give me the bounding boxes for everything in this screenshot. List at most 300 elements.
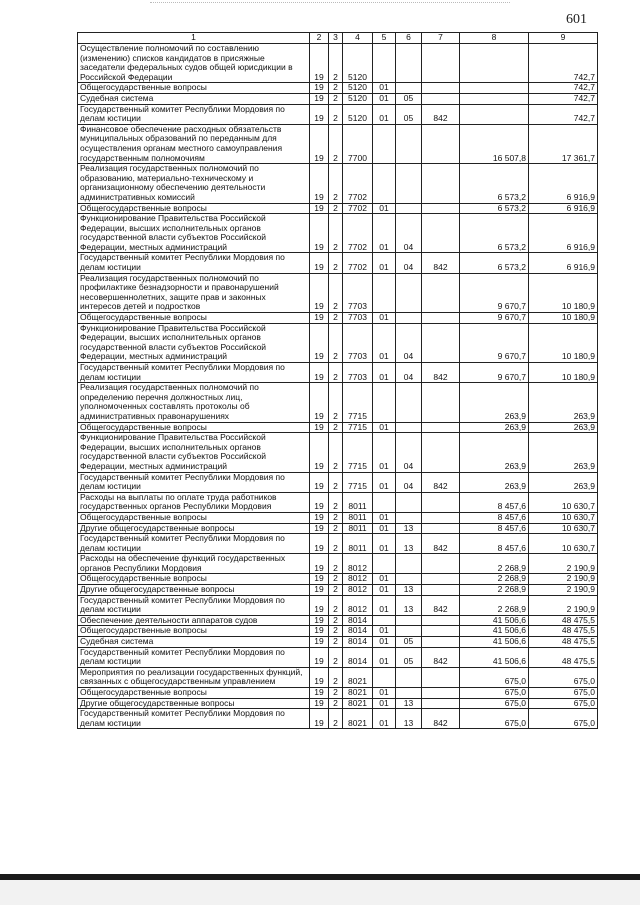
table-row bbox=[78, 203, 598, 214]
row-code-4-cell: 7703 bbox=[343, 313, 373, 324]
row-code-7-cell bbox=[422, 512, 460, 523]
row-name-cell: Судебная система bbox=[78, 637, 310, 648]
row-name-cell: Общегосударственные вопросы bbox=[78, 512, 310, 523]
row-code-3-cell: 2 bbox=[329, 124, 343, 163]
row-code-3-cell: 2 bbox=[329, 44, 343, 83]
row-code-5-cell: 01 bbox=[373, 534, 396, 554]
row-amount-8-cell: 41 506,6 bbox=[460, 626, 529, 637]
row-code-3-cell: 2 bbox=[329, 595, 343, 615]
row-code-6-cell: 04 bbox=[396, 323, 422, 362]
row-name-cell: Государственный комитет Республики Мордовия по делам юстиции bbox=[78, 104, 310, 124]
table-row bbox=[78, 698, 598, 709]
row-amount-9-cell: 2 190,9 bbox=[529, 574, 598, 585]
row-amount-8-cell: 2 268,9 bbox=[460, 574, 529, 585]
row-code-3-cell: 2 bbox=[329, 637, 343, 648]
table-row bbox=[78, 667, 598, 687]
row-code-2-cell: 19 bbox=[310, 83, 329, 94]
row-amount-8-cell: 263,9 bbox=[460, 422, 529, 433]
row-name-cell: Государственный комитет Республики Мордовия по делам юстиции bbox=[78, 595, 310, 615]
row-code-4-cell: 8014 bbox=[343, 637, 373, 648]
row-code-3-cell: 2 bbox=[329, 273, 343, 312]
row-code-3-cell: 2 bbox=[329, 615, 343, 626]
row-amount-8-cell: 6 573,2 bbox=[460, 203, 529, 214]
row-code-2-cell: 19 bbox=[310, 104, 329, 124]
row-amount-8-cell: 2 268,9 bbox=[460, 595, 529, 615]
row-amount-9-cell: 10 630,7 bbox=[529, 492, 598, 512]
row-code-3-cell: 2 bbox=[329, 585, 343, 596]
table-row bbox=[78, 688, 598, 699]
row-amount-9-cell: 742,7 bbox=[529, 44, 598, 83]
row-amount-9-cell: 742,7 bbox=[529, 104, 598, 124]
row-amount-9-cell: 48 475,5 bbox=[529, 647, 598, 667]
row-code-6-cell bbox=[396, 574, 422, 585]
scan-edge-shade bbox=[0, 880, 640, 905]
row-code-3-cell: 2 bbox=[329, 647, 343, 667]
row-code-3-cell: 2 bbox=[329, 104, 343, 124]
row-name-cell: Мероприятия по реализации государственных функций, связанных с общегосударственным управлением bbox=[78, 667, 310, 687]
row-amount-9-cell: 742,7 bbox=[529, 83, 598, 94]
row-name-cell: Общегосударственные вопросы bbox=[78, 422, 310, 433]
row-code-7-cell bbox=[422, 688, 460, 699]
row-code-4-cell: 7715 bbox=[343, 472, 373, 492]
row-name-cell: Государственный комитет Республики Мордовия по делам юстиции bbox=[78, 647, 310, 667]
row-name-cell: Государственный комитет Республики Мордовия по делам юстиции bbox=[78, 534, 310, 554]
row-code-7-cell: 842 bbox=[422, 253, 460, 273]
row-code-5-cell: 01 bbox=[373, 323, 396, 362]
row-code-3-cell: 2 bbox=[329, 667, 343, 687]
row-code-2-cell: 19 bbox=[310, 523, 329, 534]
table-row bbox=[78, 313, 598, 324]
row-code-4-cell: 7715 bbox=[343, 383, 373, 422]
row-code-5-cell: 01 bbox=[373, 688, 396, 699]
table-row bbox=[78, 164, 598, 203]
row-code-7-cell bbox=[422, 585, 460, 596]
row-amount-9-cell: 263,9 bbox=[529, 433, 598, 472]
row-code-2-cell: 19 bbox=[310, 93, 329, 104]
row-amount-8-cell: 675,0 bbox=[460, 698, 529, 709]
row-amount-8-cell: 2 268,9 bbox=[460, 585, 529, 596]
row-code-3-cell: 2 bbox=[329, 93, 343, 104]
row-code-4-cell: 8011 bbox=[343, 492, 373, 512]
row-amount-9-cell: 48 475,5 bbox=[529, 626, 598, 637]
row-code-6-cell: 13 bbox=[396, 534, 422, 554]
row-amount-9-cell: 10 630,7 bbox=[529, 534, 598, 554]
row-code-5-cell: 01 bbox=[373, 203, 396, 214]
row-code-2-cell: 19 bbox=[310, 124, 329, 163]
row-name-cell: Общегосударственные вопросы bbox=[78, 313, 310, 324]
row-code-4-cell: 8014 bbox=[343, 647, 373, 667]
row-amount-8-cell: 41 506,6 bbox=[460, 615, 529, 626]
row-code-5-cell: 01 bbox=[373, 626, 396, 637]
row-amount-9-cell: 10 180,9 bbox=[529, 273, 598, 312]
row-code-4-cell: 8012 bbox=[343, 554, 373, 574]
row-code-5-cell bbox=[373, 273, 396, 312]
row-code-4-cell: 7715 bbox=[343, 422, 373, 433]
row-amount-8-cell: 2 268,9 bbox=[460, 554, 529, 574]
row-code-2-cell: 19 bbox=[310, 647, 329, 667]
row-code-2-cell: 19 bbox=[310, 273, 329, 312]
row-code-5-cell bbox=[373, 615, 396, 626]
row-code-3-cell: 2 bbox=[329, 422, 343, 433]
row-amount-9-cell: 6 916,9 bbox=[529, 164, 598, 203]
row-amount-9-cell: 675,0 bbox=[529, 698, 598, 709]
row-code-6-cell: 04 bbox=[396, 433, 422, 472]
row-code-3-cell: 2 bbox=[329, 383, 343, 422]
row-amount-9-cell: 2 190,9 bbox=[529, 585, 598, 596]
row-name-cell: Финансовое обеспечение расходных обязательств муниципальных образований по переданным для осуществления органам местного самоуправления государственным полномочиям bbox=[78, 124, 310, 163]
row-code-2-cell: 19 bbox=[310, 164, 329, 203]
row-name-cell: Обеспечение деятельности аппаратов судов bbox=[78, 615, 310, 626]
row-code-3-cell: 2 bbox=[329, 698, 343, 709]
row-code-2-cell: 19 bbox=[310, 214, 329, 253]
row-code-4-cell: 7703 bbox=[343, 273, 373, 312]
row-amount-9-cell: 263,9 bbox=[529, 472, 598, 492]
row-code-7-cell bbox=[422, 214, 460, 253]
row-name-cell: Общегосударственные вопросы bbox=[78, 574, 310, 585]
row-amount-9-cell: 742,7 bbox=[529, 93, 598, 104]
row-code-4-cell: 8011 bbox=[343, 534, 373, 554]
row-amount-8-cell: 675,0 bbox=[460, 667, 529, 687]
row-code-5-cell: 01 bbox=[373, 363, 396, 383]
row-code-6-cell bbox=[396, 688, 422, 699]
row-name-cell: Общегосударственные вопросы bbox=[78, 203, 310, 214]
row-name-cell: Судебная система bbox=[78, 93, 310, 104]
row-amount-9-cell: 10 180,9 bbox=[529, 363, 598, 383]
row-code-5-cell: 01 bbox=[373, 433, 396, 472]
row-code-6-cell: 05 bbox=[396, 637, 422, 648]
row-amount-9-cell: 2 190,9 bbox=[529, 554, 598, 574]
row-code-6-cell bbox=[396, 512, 422, 523]
row-amount-9-cell: 263,9 bbox=[529, 383, 598, 422]
row-amount-8-cell: 675,0 bbox=[460, 688, 529, 699]
table-row bbox=[78, 273, 598, 312]
table-row bbox=[78, 574, 598, 585]
table-row bbox=[78, 709, 598, 729]
row-code-4-cell: 8012 bbox=[343, 585, 373, 596]
row-code-3-cell: 2 bbox=[329, 253, 343, 273]
row-code-6-cell: 05 bbox=[396, 93, 422, 104]
table-row bbox=[78, 422, 598, 433]
row-code-4-cell: 7703 bbox=[343, 363, 373, 383]
row-name-cell: Другие общегосударственные вопросы bbox=[78, 523, 310, 534]
row-amount-8-cell: 8 457,6 bbox=[460, 512, 529, 523]
col-header-3: 3 bbox=[329, 33, 343, 44]
row-code-2-cell: 19 bbox=[310, 422, 329, 433]
row-code-6-cell: 13 bbox=[396, 595, 422, 615]
row-code-7-cell bbox=[422, 492, 460, 512]
row-code-5-cell: 01 bbox=[373, 472, 396, 492]
row-code-4-cell: 5120 bbox=[343, 104, 373, 124]
table-row bbox=[78, 492, 598, 512]
row-amount-8-cell: 263,9 bbox=[460, 433, 529, 472]
row-code-6-cell: 04 bbox=[396, 472, 422, 492]
row-code-2-cell: 19 bbox=[310, 574, 329, 585]
row-code-2-cell: 19 bbox=[310, 363, 329, 383]
row-code-5-cell: 01 bbox=[373, 595, 396, 615]
row-amount-9-cell: 6 916,9 bbox=[529, 203, 598, 214]
row-amount-8-cell: 16 507,8 bbox=[460, 124, 529, 163]
row-code-4-cell: 7702 bbox=[343, 214, 373, 253]
row-name-cell: Расходы на обеспечение функций государственных органов Республики Мордовия bbox=[78, 554, 310, 574]
row-code-3-cell: 2 bbox=[329, 83, 343, 94]
row-code-7-cell bbox=[422, 422, 460, 433]
row-code-7-cell bbox=[422, 323, 460, 362]
row-code-5-cell: 01 bbox=[373, 214, 396, 253]
row-code-4-cell: 8021 bbox=[343, 698, 373, 709]
table-row bbox=[78, 472, 598, 492]
row-code-3-cell: 2 bbox=[329, 492, 343, 512]
table-row bbox=[78, 363, 598, 383]
row-code-2-cell: 19 bbox=[310, 637, 329, 648]
row-code-2-cell: 19 bbox=[310, 253, 329, 273]
table-row bbox=[78, 93, 598, 104]
row-code-5-cell bbox=[373, 124, 396, 163]
row-code-6-cell: 13 bbox=[396, 698, 422, 709]
table-body bbox=[78, 44, 598, 729]
row-code-5-cell: 01 bbox=[373, 253, 396, 273]
row-code-6-cell: 13 bbox=[396, 709, 422, 729]
row-code-4-cell: 8012 bbox=[343, 595, 373, 615]
row-code-7-cell bbox=[422, 203, 460, 214]
row-code-3-cell: 2 bbox=[329, 554, 343, 574]
row-code-7-cell: 842 bbox=[422, 709, 460, 729]
row-code-5-cell: 01 bbox=[373, 83, 396, 94]
table-row bbox=[78, 214, 598, 253]
row-amount-9-cell: 675,0 bbox=[529, 709, 598, 729]
row-code-2-cell: 19 bbox=[310, 667, 329, 687]
row-code-5-cell bbox=[373, 492, 396, 512]
row-code-7-cell bbox=[422, 615, 460, 626]
col-header-1: 1 bbox=[78, 33, 310, 44]
table-row bbox=[78, 615, 598, 626]
row-code-5-cell bbox=[373, 383, 396, 422]
row-amount-8-cell: 8 457,6 bbox=[460, 523, 529, 534]
row-code-7-cell bbox=[422, 124, 460, 163]
table-row bbox=[78, 637, 598, 648]
row-code-3-cell: 2 bbox=[329, 534, 343, 554]
row-code-7-cell bbox=[422, 637, 460, 648]
row-code-7-cell: 842 bbox=[422, 472, 460, 492]
table-row bbox=[78, 433, 598, 472]
table-row bbox=[78, 383, 598, 422]
row-code-2-cell: 19 bbox=[310, 709, 329, 729]
row-code-3-cell: 2 bbox=[329, 574, 343, 585]
row-code-5-cell: 01 bbox=[373, 647, 396, 667]
row-code-4-cell: 7703 bbox=[343, 323, 373, 362]
row-code-6-cell bbox=[396, 492, 422, 512]
row-amount-8-cell: 263,9 bbox=[460, 383, 529, 422]
row-code-5-cell: 01 bbox=[373, 422, 396, 433]
row-code-2-cell: 19 bbox=[310, 615, 329, 626]
table-row bbox=[78, 626, 598, 637]
table-row bbox=[78, 44, 598, 83]
row-code-6-cell bbox=[396, 164, 422, 203]
row-code-6-cell bbox=[396, 273, 422, 312]
row-code-3-cell: 2 bbox=[329, 164, 343, 203]
row-code-2-cell: 19 bbox=[310, 626, 329, 637]
row-amount-9-cell: 17 361,7 bbox=[529, 124, 598, 163]
row-code-4-cell: 7702 bbox=[343, 253, 373, 273]
row-code-3-cell: 2 bbox=[329, 323, 343, 362]
row-amount-8-cell: 41 506,6 bbox=[460, 647, 529, 667]
row-code-4-cell: 8021 bbox=[343, 688, 373, 699]
table-row bbox=[78, 534, 598, 554]
row-name-cell: Другие общегосударственные вопросы bbox=[78, 585, 310, 596]
row-code-6-cell bbox=[396, 124, 422, 163]
row-code-7-cell: 842 bbox=[422, 104, 460, 124]
row-code-2-cell: 19 bbox=[310, 688, 329, 699]
row-code-5-cell: 01 bbox=[373, 698, 396, 709]
row-code-7-cell bbox=[422, 626, 460, 637]
row-amount-8-cell: 41 506,6 bbox=[460, 637, 529, 648]
table-row bbox=[78, 647, 598, 667]
row-code-4-cell: 8021 bbox=[343, 667, 373, 687]
row-code-7-cell bbox=[422, 273, 460, 312]
row-code-6-cell: 13 bbox=[396, 585, 422, 596]
row-code-3-cell: 2 bbox=[329, 523, 343, 534]
row-code-6-cell: 13 bbox=[396, 523, 422, 534]
row-code-6-cell bbox=[396, 83, 422, 94]
row-code-5-cell: 01 bbox=[373, 93, 396, 104]
row-amount-8-cell: 263,9 bbox=[460, 472, 529, 492]
row-code-7-cell bbox=[422, 554, 460, 574]
row-name-cell: Функционирование Правительства Российской Федерации, высших исполнительных органов государственной власти субъектов Российской Федерации, местных администраций bbox=[78, 433, 310, 472]
row-code-3-cell: 2 bbox=[329, 363, 343, 383]
row-code-4-cell: 8014 bbox=[343, 626, 373, 637]
row-code-6-cell bbox=[396, 615, 422, 626]
row-code-5-cell bbox=[373, 164, 396, 203]
row-amount-8-cell: 9 670,7 bbox=[460, 323, 529, 362]
row-code-4-cell: 7715 bbox=[343, 433, 373, 472]
row-name-cell: Расходы на выплаты по оплате труда работников государственных органов Республики Мордовия bbox=[78, 492, 310, 512]
row-amount-8-cell bbox=[460, 44, 529, 83]
row-amount-9-cell: 6 916,9 bbox=[529, 253, 598, 273]
col-header-5: 5 bbox=[373, 33, 396, 44]
row-code-5-cell bbox=[373, 667, 396, 687]
row-amount-9-cell: 10 180,9 bbox=[529, 313, 598, 324]
table-row bbox=[78, 83, 598, 94]
row-name-cell: Государственный комитет Республики Мордовия по делам юстиции bbox=[78, 472, 310, 492]
row-code-4-cell: 5120 bbox=[343, 44, 373, 83]
row-code-2-cell: 19 bbox=[310, 313, 329, 324]
row-amount-8-cell bbox=[460, 104, 529, 124]
row-code-6-cell: 04 bbox=[396, 363, 422, 383]
row-code-3-cell: 2 bbox=[329, 626, 343, 637]
row-name-cell: Другие общегосударственные вопросы bbox=[78, 698, 310, 709]
row-code-7-cell: 842 bbox=[422, 363, 460, 383]
col-header-9: 9 bbox=[529, 33, 598, 44]
row-amount-8-cell: 9 670,7 bbox=[460, 273, 529, 312]
row-code-3-cell: 2 bbox=[329, 709, 343, 729]
row-code-4-cell: 7700 bbox=[343, 124, 373, 163]
row-name-cell: Функционирование Правительства Российской Федерации, высших исполнительных органов государственной власти субъектов Российской Федерации, местных администраций bbox=[78, 214, 310, 253]
row-amount-8-cell: 8 457,6 bbox=[460, 492, 529, 512]
row-code-7-cell: 842 bbox=[422, 534, 460, 554]
row-amount-9-cell: 48 475,5 bbox=[529, 637, 598, 648]
row-code-3-cell: 2 bbox=[329, 688, 343, 699]
row-amount-8-cell: 8 457,6 bbox=[460, 534, 529, 554]
scan-top-marks bbox=[150, 2, 510, 5]
row-amount-8-cell: 9 670,7 bbox=[460, 363, 529, 383]
header-row bbox=[78, 33, 598, 44]
row-amount-8-cell: 6 573,2 bbox=[460, 214, 529, 253]
row-code-6-cell: 05 bbox=[396, 104, 422, 124]
row-code-4-cell: 8012 bbox=[343, 574, 373, 585]
row-amount-9-cell: 10 630,7 bbox=[529, 523, 598, 534]
row-code-5-cell: 01 bbox=[373, 523, 396, 534]
row-amount-9-cell: 2 190,9 bbox=[529, 595, 598, 615]
row-code-2-cell: 19 bbox=[310, 698, 329, 709]
row-code-6-cell bbox=[396, 383, 422, 422]
row-code-7-cell bbox=[422, 383, 460, 422]
row-code-3-cell: 2 bbox=[329, 313, 343, 324]
row-amount-9-cell: 10 630,7 bbox=[529, 512, 598, 523]
row-code-4-cell: 5120 bbox=[343, 93, 373, 104]
row-name-cell: Общегосударственные вопросы bbox=[78, 626, 310, 637]
row-code-7-cell bbox=[422, 164, 460, 203]
row-code-4-cell: 8011 bbox=[343, 512, 373, 523]
row-code-7-cell bbox=[422, 313, 460, 324]
row-code-3-cell: 2 bbox=[329, 472, 343, 492]
table-row bbox=[78, 323, 598, 362]
row-amount-8-cell bbox=[460, 93, 529, 104]
col-header-7: 7 bbox=[422, 33, 460, 44]
table-row bbox=[78, 595, 598, 615]
page-number: 601 bbox=[566, 12, 587, 27]
row-amount-9-cell: 675,0 bbox=[529, 667, 598, 687]
row-code-2-cell: 19 bbox=[310, 383, 329, 422]
table-row bbox=[78, 253, 598, 273]
row-name-cell: Реализация государственных полномочий по профилактике безнадзорности и правонарушений несовершеннолетних, защите прав и законных интересов детей и подростков bbox=[78, 273, 310, 312]
row-name-cell: Функционирование Правительства Российской Федерации, высших исполнительных органов государственной власти субъектов Российской Федерации, местных администраций bbox=[78, 323, 310, 362]
table-row bbox=[78, 523, 598, 534]
row-code-3-cell: 2 bbox=[329, 214, 343, 253]
row-code-6-cell bbox=[396, 44, 422, 83]
row-code-5-cell: 01 bbox=[373, 512, 396, 523]
row-code-2-cell: 19 bbox=[310, 534, 329, 554]
row-code-6-cell: 05 bbox=[396, 647, 422, 667]
row-code-7-cell bbox=[422, 44, 460, 83]
row-code-3-cell: 2 bbox=[329, 203, 343, 214]
row-code-2-cell: 19 bbox=[310, 595, 329, 615]
row-code-7-cell bbox=[422, 83, 460, 94]
row-code-6-cell bbox=[396, 667, 422, 687]
row-code-6-cell: 04 bbox=[396, 253, 422, 273]
row-code-2-cell: 19 bbox=[310, 512, 329, 523]
row-name-cell: Реализация государственных полномочий по образованию, материально-техническому и организационному обеспечению деятельности административных комиссий bbox=[78, 164, 310, 203]
row-code-7-cell: 842 bbox=[422, 647, 460, 667]
row-code-5-cell: 01 bbox=[373, 104, 396, 124]
row-code-2-cell: 19 bbox=[310, 554, 329, 574]
col-header-8: 8 bbox=[460, 33, 529, 44]
row-code-4-cell: 7702 bbox=[343, 203, 373, 214]
row-code-6-cell bbox=[396, 313, 422, 324]
row-amount-9-cell: 675,0 bbox=[529, 688, 598, 699]
row-code-7-cell bbox=[422, 698, 460, 709]
row-code-6-cell bbox=[396, 203, 422, 214]
row-code-4-cell: 5120 bbox=[343, 83, 373, 94]
table-row bbox=[78, 554, 598, 574]
row-code-4-cell: 7702 bbox=[343, 164, 373, 203]
row-name-cell: Государственный комитет Республики Мордовия по делам юстиции bbox=[78, 253, 310, 273]
row-amount-9-cell: 263,9 bbox=[529, 422, 598, 433]
row-code-5-cell: 01 bbox=[373, 637, 396, 648]
row-code-2-cell: 19 bbox=[310, 203, 329, 214]
row-code-3-cell: 2 bbox=[329, 433, 343, 472]
row-name-cell: Общегосударственные вопросы bbox=[78, 83, 310, 94]
row-code-2-cell: 19 bbox=[310, 492, 329, 512]
row-code-7-cell bbox=[422, 523, 460, 534]
